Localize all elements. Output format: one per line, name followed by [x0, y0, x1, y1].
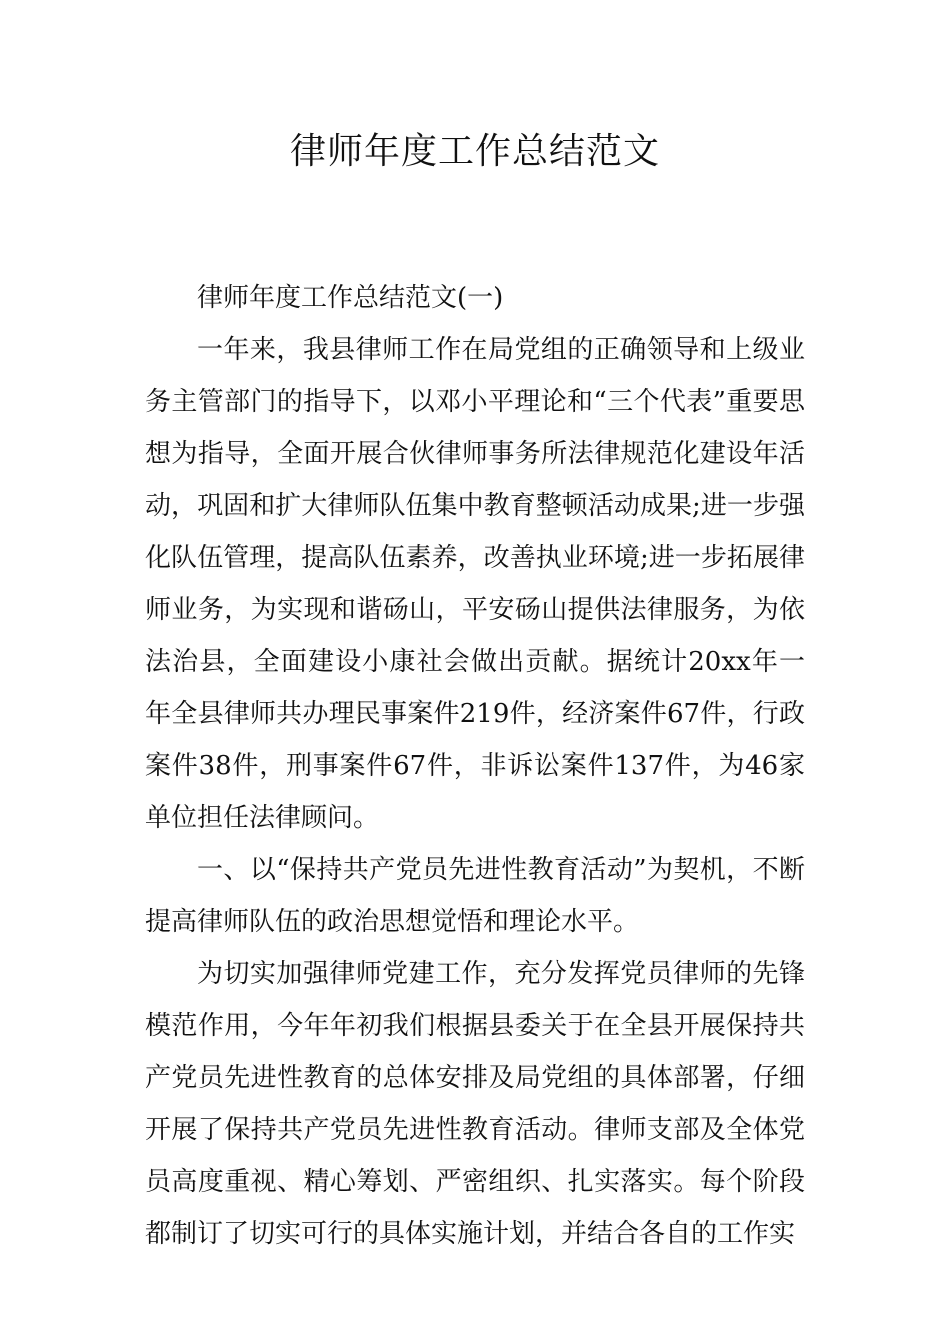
document-title: 律师年度工作总结范文: [289, 131, 660, 172]
body-paragraph: 为切实加强律师党建工作，充分发挥党员律师的先锋模范作用，今年年初我们根据县委关于在全县开展保持共产党员先进性教育的总体安排及局党组的具体部署，仔细开展了保持共产党员先进性教育活动。律师支部及全体党员高度重视、精心筹划、严密组织、扎实落实。每个阶段都制订了切实可行的具体实施计划，并结合各自的工作实: [145, 959, 805, 1249]
document-body: [145, 272, 805, 1260]
section-heading-paragraph: 一、以“保持共产党员先进性教育活动”为契机，不断提高律师队伍的政治思想觉悟和理论水平。: [145, 855, 805, 937]
intro-paragraph: 一年来，我县律师工作在局党组的正确领导和上级业务主管部门的指导下，以邓小平理论和“三个代表”重要思想为指导，全面开展合伙律师事务所法律规范化建设年活动，巩固和扩大律师队伍集中教育整顿活动成果;进一步强化队伍管理，提高队伍素养，改善执业环境;进一步拓展律师业务，为实现和谐砀山，平安砀山提供法律服务，为依法治县，全面建设小康社会做出贡献。据统计20xx年一年全县律师共办理民事案件219件，经济案件67件，行政案件38件，刑事案件67件，非诉讼案件137件，为46家单位担任法律顾问。: [145, 335, 805, 833]
subtitle-paragraph: 律师年度工作总结范文(一): [197, 283, 504, 313]
